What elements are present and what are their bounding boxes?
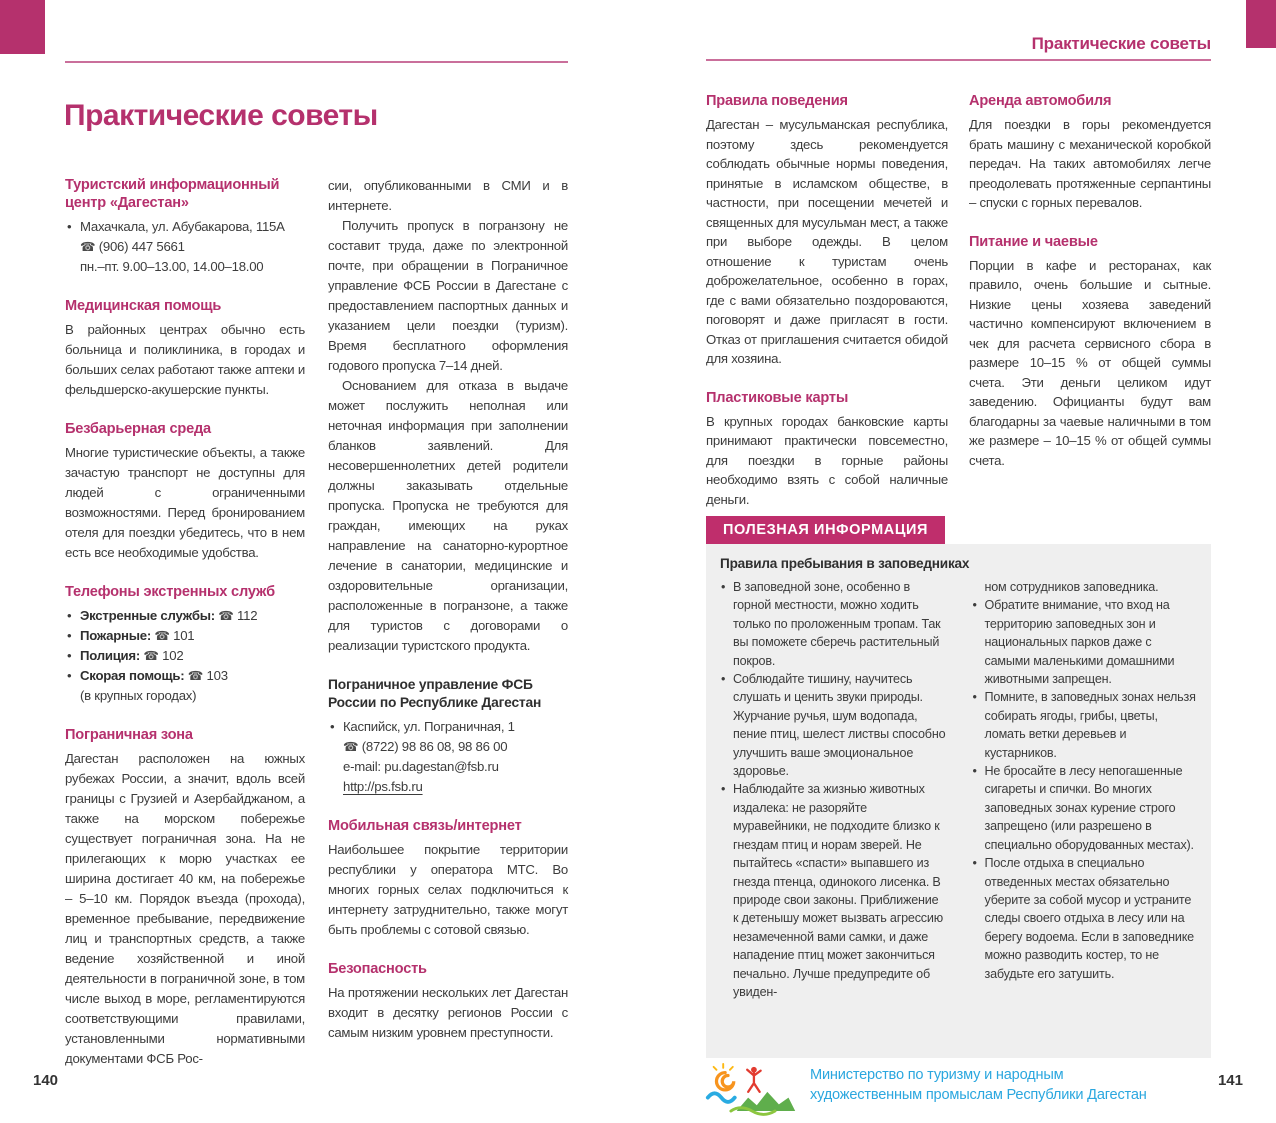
page-number-right: 141 bbox=[1217, 1072, 1243, 1089]
section-emergency-phones bbox=[65, 583, 305, 706]
info-box bbox=[706, 544, 1211, 1058]
info-bullet: • Не бросайте в лесу непогашенные сигареты и спички. Во многих заповедных зонах курение строго запрещено (или разрешено в специально оборудованных местах). bbox=[972, 762, 1198, 854]
emergency-number: 101 bbox=[173, 628, 195, 643]
phone-icon: ☎ bbox=[218, 609, 234, 623]
section-title: Пограничное управление ФСБ России по Республике Дагестан bbox=[328, 677, 542, 710]
phone-number: (906) 447 5661 bbox=[98, 239, 185, 254]
corner-block-left bbox=[0, 0, 45, 54]
left-page-header-rule bbox=[65, 61, 568, 63]
ministry-caption bbox=[810, 1066, 1147, 1105]
section-medical-aid bbox=[65, 297, 305, 400]
section-car-rental bbox=[969, 92, 1211, 213]
sun-icon bbox=[714, 1064, 734, 1090]
info-box-columns bbox=[720, 578, 1197, 1001]
body-text: Основанием для отказа в выдаче может послужить неполная или неточная информация при заполнении бланков заявлений. Для несовершеннолетних детей родители должны заказывать отдельные пропуска. Пропуска не требуются для граждан, имеющих на руках направление на санаторно-курортное лечение в санатории, медицинские и оздоровительные организации, расположенные в погранзоне, а также для туристов с договорами о реализации туристского продукта. bbox=[328, 378, 568, 653]
ministry-caption-line1: Министерство по туризму и народным bbox=[810, 1067, 1064, 1083]
corner-block-right bbox=[1246, 0, 1276, 48]
emergency-item: • Полиция: ☎ 102 bbox=[65, 646, 305, 666]
section-plastic-cards bbox=[706, 389, 948, 510]
website-url: http://ps.fsb.ru bbox=[343, 779, 423, 794]
right-page-column-2 bbox=[969, 92, 1211, 470]
phone-icon: ☎ bbox=[80, 240, 96, 254]
left-page-column-2 bbox=[328, 176, 568, 1043]
section-title: Телефоны экстренных служб bbox=[65, 584, 275, 600]
address-line: • Каспийск, ул. Пограничная, 1 bbox=[328, 717, 568, 737]
contact-list bbox=[328, 717, 568, 797]
section-mobile-internet bbox=[328, 817, 568, 940]
section-title: Правила поведения bbox=[706, 93, 848, 109]
body-text: Для поездки в горы рекомендуется брать машину с механической коробкой передач. На таких автомобилях легче преодолевать протяженные серпантины – спуски с горных перевалов. bbox=[969, 117, 1211, 210]
info-bullet: • Наблюдайте за жизнью животных издалека: не разоряйте муравейники, не подходите близко к гнездам птиц и норам зверей. Не пытайтесь «спасти» выпавшего из гнезда птенца, одинокого лисенка. В природе свои законы. Приближение к детенышу может вызвать агрессию незамеченной вами самки, и даже нападение птиц может закончиться печально. Лучше предупредите об увиден- bbox=[720, 780, 946, 1001]
emergency-note: (в крупных городах) bbox=[80, 688, 197, 703]
info-box-tab: ПОЛЕЗНАЯ ИНФОРМАЦИЯ bbox=[706, 516, 945, 544]
info-bullet: • Помните, в заповедных зонах нельзя собирать ягоды, грибы, цветы, ломать ветки деревьев и кустарников. bbox=[972, 688, 1198, 762]
section-title: Мобильная связь/интернет bbox=[328, 818, 522, 834]
phone-line bbox=[65, 237, 305, 257]
section-title: Туристский информационный центр «Дагестан» bbox=[65, 177, 280, 211]
ministry-logo bbox=[704, 1060, 800, 1116]
emergency-number: 102 bbox=[162, 648, 184, 663]
info-bullet: • Обратите внимание, что вход на территорию заповедных зон и национальных парков даже с самыми маленькими домашними животными запрещен. bbox=[972, 596, 1198, 688]
right-page-header-rule bbox=[706, 59, 1211, 61]
section-title: Питание и чаевые bbox=[969, 233, 1098, 250]
phone-icon: ☎ bbox=[154, 629, 170, 643]
info-box-column-1 bbox=[720, 578, 946, 1001]
border-zone-continuation: сии, опубликованными в СМИ и в интернете. bbox=[328, 178, 568, 213]
figure-icon bbox=[747, 1067, 760, 1092]
body-text: На протяжении нескольких лет Дагестан входит в десятку регионов России с самым низким уровнем преступности. bbox=[328, 985, 568, 1040]
running-head: Практические советы bbox=[1031, 34, 1211, 53]
info-bullet: • Соблюдайте тишину, научитесь слушать и ценить звуки природы. Журчание ручья, шум водопада, пение птиц, шелест листвы способно улучшить ваше эмоциональное здоровье. bbox=[720, 670, 946, 780]
emergency-number: 103 bbox=[206, 668, 228, 683]
info-bullet: • В заповедной зоне, особенно в горной местности, можно ходить только по проложенным тропам. Так вы поможете сберечь растительный покров. bbox=[720, 578, 946, 670]
section-food-tips bbox=[969, 233, 1211, 471]
section-title: Аренда автомобиля bbox=[969, 93, 1112, 109]
info-box-title: Правила пребывания в заповедниках bbox=[720, 556, 970, 571]
body-text: Получить пропуск в погранзону не составит труда, даже по электронной почте, при обращении в Пограничное управление ФСБ России в Дагестане с предоставлением паспортных данных и указанием цели поездки (туризм). Время бесплатного оформления годового пропуска 7–14 дней. bbox=[328, 218, 568, 373]
section-barrier-free bbox=[65, 420, 305, 563]
info-box-column-2 bbox=[972, 578, 1198, 1001]
section-title: Безопасность bbox=[328, 961, 427, 977]
phone-number: (8722) 98 86 08, 98 86 00 bbox=[361, 739, 508, 754]
website-line bbox=[328, 777, 568, 797]
phone-icon: ☎ bbox=[143, 649, 159, 663]
section-tourist-center bbox=[65, 176, 305, 277]
emergency-item: • Пожарные: ☎ 101 bbox=[65, 626, 305, 646]
hours-line: пн.–пт. 9.00–13.00, 14.00–18.00 bbox=[80, 259, 264, 274]
section-behavior-rules bbox=[706, 92, 948, 369]
body-text: Наибольшее покрытие территории республики у оператора МТС. Во многих горных селах подключиться к интернету затруднительно, также могут быть проблемы с сотовой связью. bbox=[328, 842, 568, 937]
body-text: Порции в кафе и ресторанах, как правило, очень большие и сытные. Низкие цены хозяева заведений частично компенсируют включением в чек для расчета сервисного сбора в размере 10–15 % от общей суммы счета. Эти деньги целиком идут заведению. Официанты будут вам благодарны за чаевые наличными в том же размере – 10–15 % от общей суммы счета. bbox=[969, 257, 1211, 468]
email-line: e-mail: pu.dagestan@fsb.ru bbox=[343, 759, 499, 774]
right-page-column-1 bbox=[706, 92, 948, 509]
emergency-number: 112 bbox=[237, 608, 258, 623]
info-bullet: • После отдыха в специально отведенных местах обязательно уберите за собой мусор и устраните следы своего отдыха в лесу или на берегу водоема. Если в заповеднике можно разводить костер, то не забудьте его затушить. bbox=[972, 854, 1198, 983]
wave-icon bbox=[708, 1093, 735, 1102]
body-text: Дагестан – мусульманская республика, поэтому здесь рекомендуется соблюдать обычные нормы поведения, принятые в исламском обществе, в частности, при посещении мечетей и священных для мусульман мест, а также при выборе одежды. В целом отношение к туристам очень доброжелательное, особенно в горах, где с вами обязательно поздороваются, поговорят и даже пригласят в гости. Отказ от приглашения считается обидой для хозяина. bbox=[706, 117, 948, 366]
page-number-left: 140 bbox=[33, 1072, 59, 1089]
ministry-caption-line2: художественным промыслам Республики Дагестан bbox=[810, 1086, 1147, 1103]
section-title: Пластиковые карты bbox=[706, 389, 849, 406]
section-fsb-office bbox=[328, 676, 568, 797]
contact-list bbox=[65, 217, 305, 277]
section-title: Медицинская помощь bbox=[65, 298, 222, 314]
section-safety bbox=[328, 960, 568, 1043]
section-border-zone bbox=[65, 726, 305, 1069]
info-bullet-continuation: ном сотрудников заповедника. bbox=[984, 580, 1159, 594]
body-text: В крупных городах банковские карты принимают практически повсеместно, для поездки в горные районы необходимо взять с собой наличные деньги. bbox=[706, 413, 948, 507]
phone-icon: ☎ bbox=[187, 669, 204, 683]
body-text: В районных центрах обычно есть больница и поликлиника, в городах и больших селах работают также аптеки и фельдшерско-акушерские пункты. bbox=[65, 322, 305, 397]
section-title: Пограничная зона bbox=[65, 727, 193, 743]
emergency-list bbox=[65, 606, 305, 706]
emergency-item: • Скорая помощь: ☎ 103 bbox=[65, 666, 305, 686]
address-line: • Махачкала, ул. Абубакарова, 115А bbox=[65, 217, 305, 237]
body-text: Многие туристические объекты, а также зачастую транспорт не доступны для людей с ограниченными возможностями. Перед бронированием отеля для поездки убедитесь, что в нем есть все необходимые удобства. bbox=[65, 445, 305, 560]
phone-icon: ☎ bbox=[343, 740, 359, 754]
emergency-item: • Экстренные службы: ☎ 112 bbox=[65, 606, 305, 626]
phone-line bbox=[328, 737, 568, 757]
body-text: Дагестан расположен на южных рубежах России, а значит, вдоль всей границы с Грузией и Азербайджаном, а также на морском побережье существует пограничная зона. На не прилегающих к морю участках ее ширина достигает 40 км, на побережье – 5–10 км. Порядок въезда (прохода), временное пребывание, передвижение лиц и транспортных средств, а также ведение хозяйственной и иной деятельности в пограничной зоне, в том числе выход в море, регламентируются соответствующими правилами, установленными нормативными документами ФСБ Рос- bbox=[65, 751, 305, 1066]
section-title: Безбарьерная среда bbox=[65, 421, 211, 437]
page-title: Практические советы bbox=[64, 99, 378, 132]
left-page-column-1 bbox=[65, 176, 305, 1069]
